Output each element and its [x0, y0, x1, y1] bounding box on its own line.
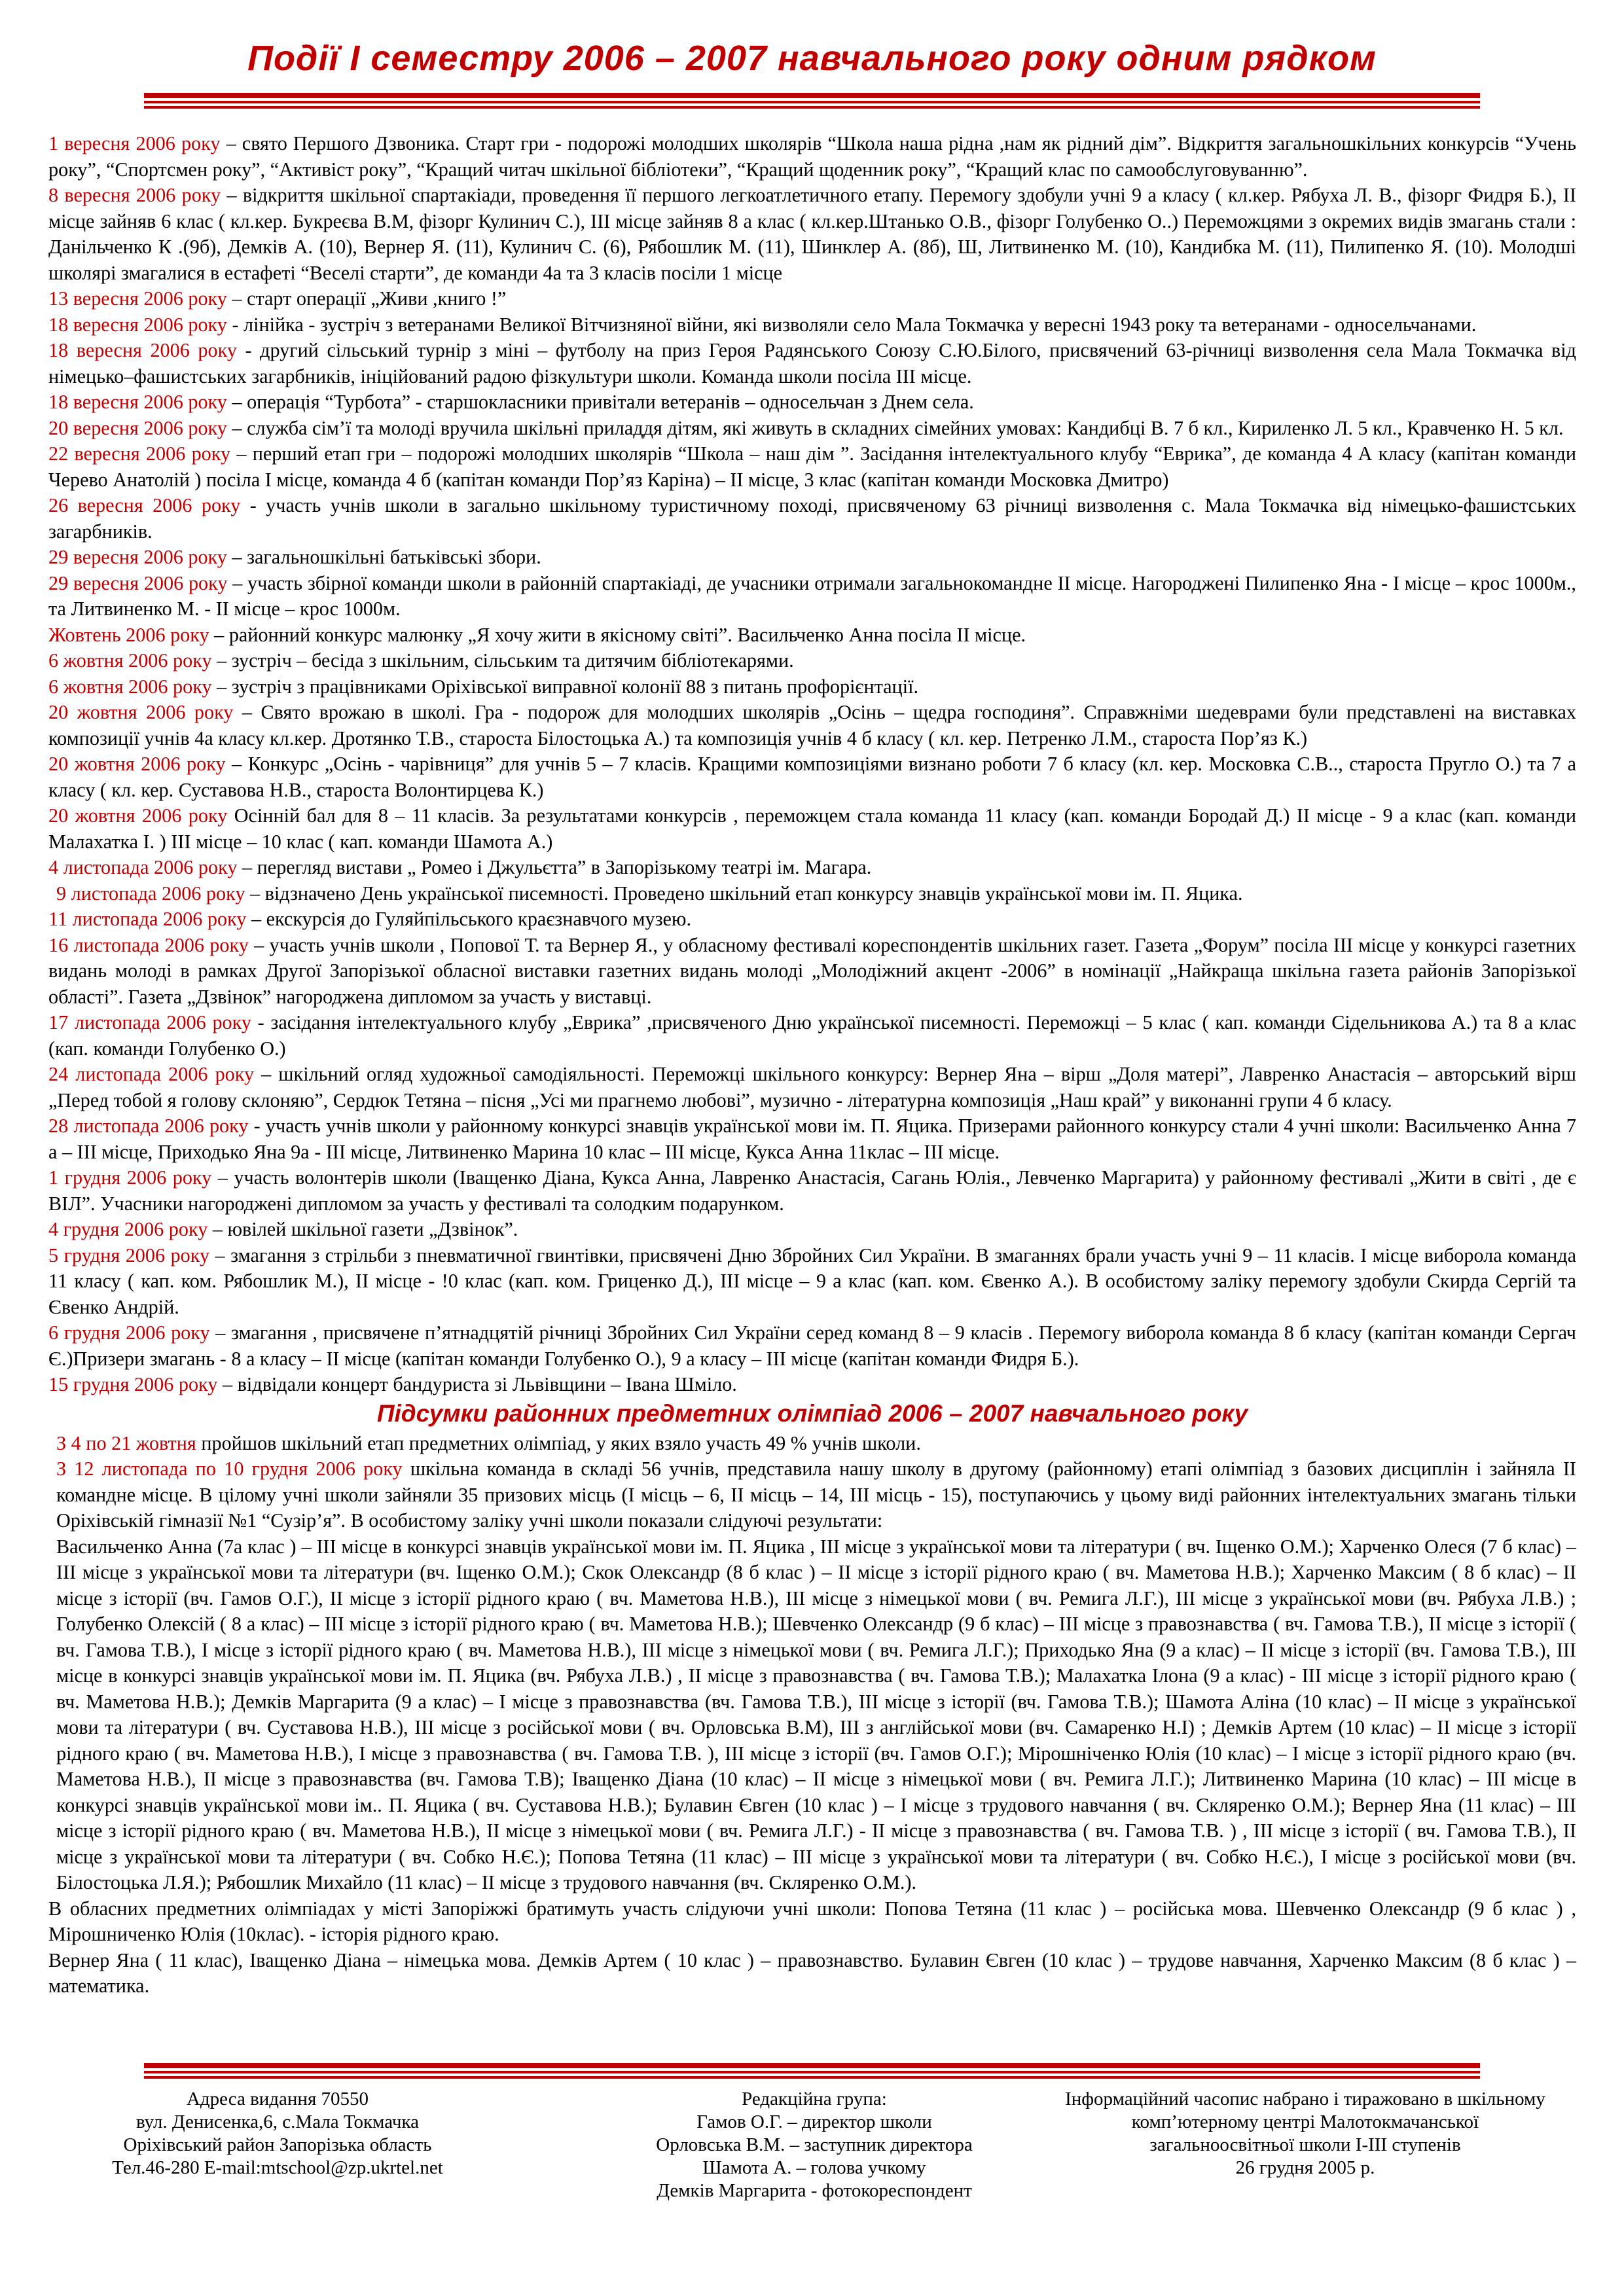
- event-item: [48, 751, 1576, 803]
- olympiad-results: Васильченко Анна (7а клас ) – ІІІ місце в конкурсі знавців української мови ім. П. Яцика , ІІІ місце з української мови та літератури ( вч. Іщенко О.М.); Харченко Олеся (7 б клас) – ІІІ місце з української мови та літератури (вч. Іщенко О.М.); Скок Олександр (8 б клас ) – ІІ місце з історії рідного краю ( вч. Маметова Н.В.); Харченко Максим ( 8 б клас) – ІІ місце з історії (вч. Гамов О.Г.), ІІ місце з історії рідного краю ( вч. Маметова Н.В.), ІІІ місце з німецької мови ( вч. Ремига Л.Г.), ІІІ місце з української мови (вч. Рябуха Л.В.) ; Голубенко Олексій ( 8 а клас) – ІІІ місце з історії рідного краю ( вч. Маметова Н.В.); Шевченко Олександр (9 б клас) – ІІІ місце з правознавства ( вч. Гамова Т.В.), ІІ місце з історії ( вч. Гамова Т.В.), І місце з історії рідного краю ( вч. Маметова Н.В.), ІІІ місце з німецької мови ( вч. Ремига Л.Г.); Приходько Яна (9 а клас) – ІІ місце з історії (вч. Гамова Т.В.), ІІІ місце в конкурсі знавців української мови ім. П. Яцика (вч. Рябуха Л.В.) , ІІ місце з правознавства ( вч. Гамова Т.В.); Малахатка Ілона (9 а клас) - ІІІ місце з історії рідного краю ( вч. Маметова Н.В.); Демків Маргарита (9 а клас) – І місце з правознавства (вч. Гамова Т.В.), ІІІ місце з історії (вч. Гамова Т.В.); Шамота Аліна (10 клас) – ІІ місце з української мови та літератури ( вч. Суставова Н.В.), ІІІ місце з російської мови ( вч. Орловська В.М), ІІІ з англійської мови (вч. Самаренко Н.І) ; Демків Артем (10 клас) – ІІ місце з історії рідного краю ( вч. Маметова Н.В.), І місце з правознавства ( вч. Гамова Т.В. ), ІІІ місце з історії (вч. Гамов О.Г.); Мірошніченко Юлія (10 клас) – І місце з історії рідного краю (вч. Маметова Н.В.), ІІ місце з правознавства (вч. Гамова Т.В); Іващенко Діана (10 клас) – ІІ місце з німецької мови ( вч. Ремига Л.Г.); Литвиненко Марина (10 клас) – ІІІ місце в конкурсі знавців української мови ім.. П. Яцика ( вч. Суставова Н.В.); Булавин Євген (10 клас ) – І місце з трудового навчання ( вч. Скляренко О.М.); Вернер Яна (11 клас) – ІІІ місце з історії рідного краю ( вч. Маметова Н.В.), ІІ місце з німецької мови ( вч. Ремига Л.Г.) - ІІ місце з правознавства ( вч. Гамова Т.В. ) , ІІІ місце з історії ( вч. Гамова Т.В.), ІІ місце з української мови та літератури ( вч. Собко Н.Є.); Попова Тетяна (11 клас) – ІІІ місце з української мови та літератури ( вч. Собко Н.Є.), І місце з російської мови (вч. Білостоцька Л.Я.); Рябошлик Михайло (11 клас) – ІІ місце з трудового навчання (вч. Скляренко О.М.).: [56, 1535, 1576, 1893]
- event-item: [48, 286, 1576, 312]
- event-item: [48, 1320, 1576, 1372]
- footer-editorial-line: Шамота А. – голова учкому: [702, 2157, 926, 2178]
- event-date: 29 вересня 2006 року: [48, 546, 227, 568]
- event-date: 8 вересня 2006 року: [48, 184, 221, 206]
- event-date: 18 вересня 2006 року: [48, 313, 227, 336]
- event-item: [48, 1062, 1576, 1113]
- event-text: – участь учнів школи , Попової Т. та Вернер Я., у обласному фестивалі кореспондентів шкільних газет. Газета „Форум” посіла ІІІ місце у конкурсі газетних видань молоді в рамках Другої Запорізької обласної виставки газетних видань молоді „Молодіжний акцент -2006” в номінації „Найкраща шкільна газета районів Запорізької області”. Газета „Дзвінок” нагороджена дипломом за участь у виставці.: [48, 933, 1576, 1008]
- event-item: [48, 622, 1576, 649]
- event-text: – екскурсія до Гуляйпільського краєзнавчого музею.: [246, 908, 692, 930]
- event-item: [48, 183, 1576, 286]
- olympiad-text-1: пройшов шкільний етап предметних олімпіад, у яких взяло участь 49 % учнів школи.: [196, 1431, 921, 1454]
- event-item: [48, 1217, 1576, 1243]
- event-text: Осінній бал для 8 – 11 класів. За результатами конкурсів , переможцем стала команда 11 класу (кап. команди Бородай Д.) ІІ місце - 9 а клас (кап. команди Малахатка І. ) ІІІ місце – 10 клас ( кап. команди Шамота А.): [48, 804, 1576, 853]
- event-date: 18 вересня 2006 року: [48, 339, 237, 361]
- event-item: [48, 441, 1576, 493]
- event-text: – змагання , присвячене п’ятнадцятій річниці Збройних Сил України серед команд 8 – 9 класів . Перемогу виборола команда 8 б класу (капітан команди Сергач Є.)Призери змагань - 8 а класу – ІІ місце (капітан команди Голубенко О.), 9 а класу – ІІІ місце (капітан команди Фидря Б.).: [48, 1321, 1576, 1370]
- footer-info: [1043, 2088, 1567, 2179]
- footer-editorial-line: Редакційна група:: [742, 2089, 887, 2109]
- event-text: – перший етап гри – подорожі молодших школярів “Школа – наш дім ”. Засідання інтелектуального клубу “Еврика”, де команда 4 А класу (капітан команди Черево Анатолій ) посіла І місце, команда 4 б (капітан команди Пор’яз Каріна) – ІІ місце, 3 клас (капітан команди Московка Дмитро): [48, 442, 1576, 491]
- newsletter-body: [48, 131, 1576, 2000]
- event-text: - участь учнів школи в загально шкільному туристичному поході, присвяченому 63 річниці визволення с. Мала Токмачка від німецько-фашистських загарбників.: [48, 494, 1576, 543]
- footer-address: [68, 2088, 487, 2179]
- event-date: 24 листопада 2006 року: [48, 1063, 255, 1085]
- event-date: 22 вересня 2006 року: [48, 442, 231, 465]
- event-date: 20 жовтня 2006 року: [48, 753, 226, 775]
- event-item: [48, 648, 1576, 674]
- event-item: [48, 389, 1576, 416]
- event-item: [48, 1113, 1576, 1165]
- event-text: - участь учнів школи у районному конкурсі знавців української мови ім. П. Яцика. Призерами районного конкурсу стали 4 учні школи: Васильченко Анна 7 а – ІІІ місце, Приходько Яна 9а - ІІІ місце, Литвиненко Марина 10 клас – ІІІ місце, Кукса Анна 11клас – ІІІ місце.: [48, 1115, 1576, 1163]
- title-rule: [144, 93, 1480, 109]
- event-text: – операція “Турбота” - старшокласники привітали ветеранів – односельчан з Днем села.: [226, 391, 974, 413]
- olympiad-paragraph-1: [48, 1431, 1576, 1457]
- event-date: 17 листопада 2006 року: [48, 1011, 251, 1033]
- event-text: – відзначено День української писемності. Проведено шкільний етап конкурсу знавців української мови ім. П. Яцика.: [245, 882, 1243, 905]
- event-date: 1 грудня 2006 року: [48, 1166, 212, 1189]
- event-item: [48, 881, 1576, 907]
- footer-editorial-line: Демків Маргарита - фотокореспондент: [657, 2180, 972, 2201]
- footer-rule: [144, 2063, 1480, 2079]
- event-text: – зустріч з працівниками Оріхівської виправної колонії 88 з питань профорієнтації.: [211, 675, 919, 698]
- event-date: 15 грудня 2006 року: [48, 1373, 218, 1395]
- event-item: [48, 1372, 1576, 1398]
- event-item: [48, 1010, 1576, 1062]
- footer-info-line: комп’ютерному центрі Малотокмачанської: [1131, 2111, 1479, 2132]
- event-date: 20 вересня 2006 року: [48, 416, 227, 439]
- footer-rule-gap-1: [144, 2068, 1480, 2071]
- event-item: [48, 131, 1576, 183]
- event-item: [48, 545, 1576, 571]
- footer-rule-gap-2: [144, 2073, 1480, 2076]
- olympiad-heading: Підсумки районних предметних олімпіад 2006 – 2007 навчального року: [376, 1399, 1248, 1427]
- olympiad-regional: В обласних предметних олімпіадах у місті Запоріжжі братимуть участь слідуючи учні школи: Попова Тетяна (11 клас ) – російська мова. Шевченко Олександр (9 б клас ) , Мірошниченко Юлія (10клас). - історія рідного краю.: [48, 1897, 1576, 1945]
- event-text: – відкриття шкільної спартакіади, проведення її першого легкоатлетичного етапу. Перемогу здобули учні 9 а класу ( кл.кер. Рябуха Л. В., фізорг Фидря Б.), ІІ місце зайняв 6 клас ( кл.кер. Букреєва В.М, фізорг Кулинич С.), ІІІ місце зайняв 8 а клас ( кл.кер.Штанько О.В., фізорг Голубенко О..) Переможцями з окремих видів змагань стали : Данільченко К .(9б), Демків А. (10), Вернер Я. (11), Кулинич С. (6), Рябошлик М. (11), Шинклер А. (8б), Ш, Литвиненко М. (10), Кандибка М. (11), Пилипенко Я. (10). Молодші школярі змагалися в естафеті “Веселі старти”, де команди 4а та 3 класів посіли 1 місце: [48, 184, 1576, 284]
- olympiad-date-2: З 12 листопада по 10 грудня 2006 року: [56, 1458, 403, 1480]
- event-text: – загальношкільні батьківські збори.: [226, 546, 541, 568]
- event-date: 9 листопада 2006 року: [56, 882, 245, 905]
- footer-editorial-line: Гамов О.Г. – директор школи: [696, 2111, 932, 2132]
- event-date: 16 листопада 2006 року: [48, 933, 249, 956]
- event-date: 28 листопада 2006 року: [48, 1115, 249, 1137]
- olympiad-paragraph-2: [48, 1456, 1576, 1534]
- event-date: 29 вересня 2006 року: [48, 571, 228, 594]
- event-date: 20 жовтня 2006 року: [48, 804, 228, 827]
- olympiad-date-1: З 4 по 21 жовтня: [56, 1431, 196, 1454]
- event-item: [48, 700, 1576, 751]
- event-date: 6 грудня 2006 року: [48, 1321, 210, 1344]
- event-text: – Конкурс „Осінь - чарівниця” для учнів 5 – 7 класів. Кращими композиціями визнано роботи 7 б класу (кл. кер. Московка С.В.., староста Пругло О.) та 7 а класу ( кл. кер. Суставова Н.В., староста Волонтирцева К.): [48, 753, 1577, 801]
- footer-info-line: Інформаційний часопис набрано і тиражовано в шкільному: [1065, 2089, 1545, 2109]
- event-item: [48, 803, 1576, 855]
- event-text: - лінійка - зустріч з ветеранами Великої Вітчизняної війни, які визволяли село Мала Токмачка у вересні 1943 року та ветеранами - односельчанами.: [226, 313, 1477, 336]
- footer-editorial-line: Орловська В.М. – заступник директора: [656, 2134, 973, 2155]
- event-item: [48, 933, 1576, 1011]
- event-date: Жовтень 2006 року: [48, 623, 209, 646]
- event-date: 6 жовтня 2006 року: [48, 675, 212, 698]
- event-date: 6 жовтня 2006 року: [48, 649, 212, 672]
- event-text: – шкільний огляд художньої самодіяльності. Переможці шкільного конкурсу: Вернер Яна – вірш „Доля матері”, Лавренко Анастасія – авторський вірш „Перед тобой я голову склоняю”, Сердюк Тетяна – пісня „Усі ми прагнемо любові”, музично - літературна композиція „Наш край” у виконанні групи 4 б класу.: [48, 1063, 1576, 1111]
- event-date: 4 листопада 2006 року: [48, 856, 238, 878]
- event-text: – відвідали концерт бандуриста зі Львівщини – Івана Шміло.: [217, 1373, 737, 1395]
- event-text: – перегляд вистави „ Ромео і Джульєтта” в Запорізькому театрі ім. Магара.: [237, 856, 872, 878]
- event-date: 18 вересня 2006 року: [48, 391, 227, 413]
- event-text: – участь волонтерів школи (Іващенко Діана, Кукса Анна, Лавренко Анастасія, Сагань Юлія., Левченко Маргарита) у районному фестивалі „Жити в світі , де є ВІЛ”. Учасники нагороджені дипломом за участь у фестивалі та солодким подарунком.: [48, 1166, 1576, 1215]
- event-text: - другий сільський турнір з міні – футболу на приз Героя Радянського Союзу С.Ю.Білого, присвячений 63-річниці визволення села Мала Токмачка від німецько–фашистських загарбників, ініційований радою фізкультури школи. Команда школи посіла ІІІ місце.: [48, 339, 1576, 387]
- event-text: – ювілей шкільної газети „Дзвінок”.: [208, 1218, 518, 1240]
- footer-address-line: Тел.46-280 E-mail:mtschool@zp.ukrtel.net: [112, 2157, 443, 2178]
- event-text: – змагання з стрільби з пневматичної гвинтівки, присвячені Дню Збройних Сил України. В змаганнях брали участь учні 9 – 11 класів. І місце виборола команда 11 класу ( кап. ком. Рябошлик М.), ІІ місце - !0 клас (кап. ком. Гриценко Д.), ІІІ місце – 9 а клас (кап. ком. Євенко А.). В особистому заліку перемогу здобули Скирда Сергій та Євенко Андрій.: [48, 1244, 1576, 1318]
- event-text: – районний конкурс малюнку „Я хочу жити в якісному світі”. Васильченко Анна посіла ІІ місце.: [209, 623, 1026, 646]
- event-date: 26 вересня 2006 року: [48, 494, 241, 516]
- event-date: 11 листопада 2006 року: [48, 908, 247, 930]
- event-text: – служба сім’ї та молоді вручила шкільні приладдя дітям, які живуть в складних сімейних умовах: Кандибці В. 7 б кл., Кириленко Л. 5 кл., Кравченко Н. 5 кл.: [226, 416, 1564, 439]
- event-date: 1 вересня 2006 року: [48, 132, 221, 154]
- event-item: [48, 674, 1576, 700]
- event-item: [48, 416, 1576, 442]
- event-item: [48, 338, 1576, 389]
- footer-editorial: [611, 2088, 1017, 2202]
- event-date: 5 грудня 2006 року: [48, 1244, 210, 1266]
- event-item: [48, 312, 1576, 338]
- event-text: - засідання інтелектуального клубу „Еврика” ,присвяченого Дню української писемності. Переможці – 5 клас ( кап. команди Сідельникова А.) та 8 а клас (кап. команди Голубенко О.): [48, 1011, 1576, 1060]
- footer-address-line: Адреса видання 70550: [186, 2089, 369, 2109]
- footer-address-line: вул. Денисенка,6, с.Мала Токмачка: [135, 2111, 420, 2132]
- event-item: [48, 1165, 1576, 1217]
- footer-address-line: Оріхівський район Запорізька область: [123, 2134, 432, 2155]
- title-rule-gap-2: [144, 103, 1480, 106]
- event-text: – участь збірної команди школи в районній спартакіаді, де учасники отримали загальнокомандне ІІ місце. Нагороджені Пилипенко Яна - І місце – крос 1000м., та Литвиненко М. - ІІ місце – крос 1000м.: [48, 571, 1576, 620]
- events-list: [48, 131, 1576, 1398]
- event-item: [48, 1243, 1576, 1321]
- event-text: – зустріч – бесіда з шкільним, сільським та дитячим бібліотекарями.: [211, 649, 794, 672]
- event-text: – Свято врожаю в школі. Гра - подорож для молодших школярів „Осінь – щедра господиня”. Справжніми шедеврами були представлені на виставках композиції учнів 4а класу кл.кер. Дротянко Т.В., староста Білостоцька А.) та композиція учнів 4 б класу ( кл. кер. Петренко Л.М., староста Пор’яз К.): [48, 701, 1576, 749]
- footer-info-line: загальноосвітньої школи І-ІІІ ступенів: [1149, 2134, 1461, 2155]
- olympiad-regional-2: Вернер Яна ( 11 клас), Іващенко Діана – німецька мова. Демків Артем ( 10 клас ) – правознавство. Булавин Євген (10 клас ) – трудове навчання, Харченко Максим (8 б клас ) – математика.: [48, 1948, 1576, 1997]
- event-text: – старт операції „Живи ,книго !”: [226, 287, 507, 310]
- event-date: 13 вересня 2006 року: [48, 287, 227, 310]
- event-item: [48, 571, 1576, 622]
- event-date: 4 грудня 2006 року: [48, 1218, 208, 1240]
- event-text: – свято Першого Дзвоника. Старт гри - подорожі молодших школярів “Школа наша рідна ,нам як рідний дім”. Відкриття загальношкільних конкурсів “Учень року”, “Спортсмен року”, “Активіст року”, “Кращий читач шкільної бібліотеки”, “Кращий щоденник року”, “Кращий клас по самообслуговуванню”.: [48, 132, 1576, 181]
- event-item: [48, 493, 1576, 545]
- event-item: [48, 855, 1576, 881]
- footer-info-line: 26 грудня 2005 р.: [1235, 2157, 1375, 2178]
- event-date: 20 жовтня 2006 року: [48, 701, 234, 723]
- page-title: Події І семестру 2006 – 2007 навчального року одним рядком: [247, 39, 1377, 78]
- olympiad-text-2: шкільна команда в складі 56 учнів, представила нашу школу в другому (районному) етапі олімпіад з базових дисциплін і зайняла ІІ командне місце. В цілому учні школи зайняли 35 призових місць (І місць – 6, ІІ місць – 14, ІІІ місць - 15), поступаючись у цьому виді районних інтелектуальних змагань тільки Оріхівській гімназії №1 “Сузір’я”. В особистому заліку учні школи показали слідуючі результати:: [56, 1458, 1576, 1532]
- title-rule-gap-1: [144, 98, 1480, 101]
- event-item: [48, 906, 1576, 933]
